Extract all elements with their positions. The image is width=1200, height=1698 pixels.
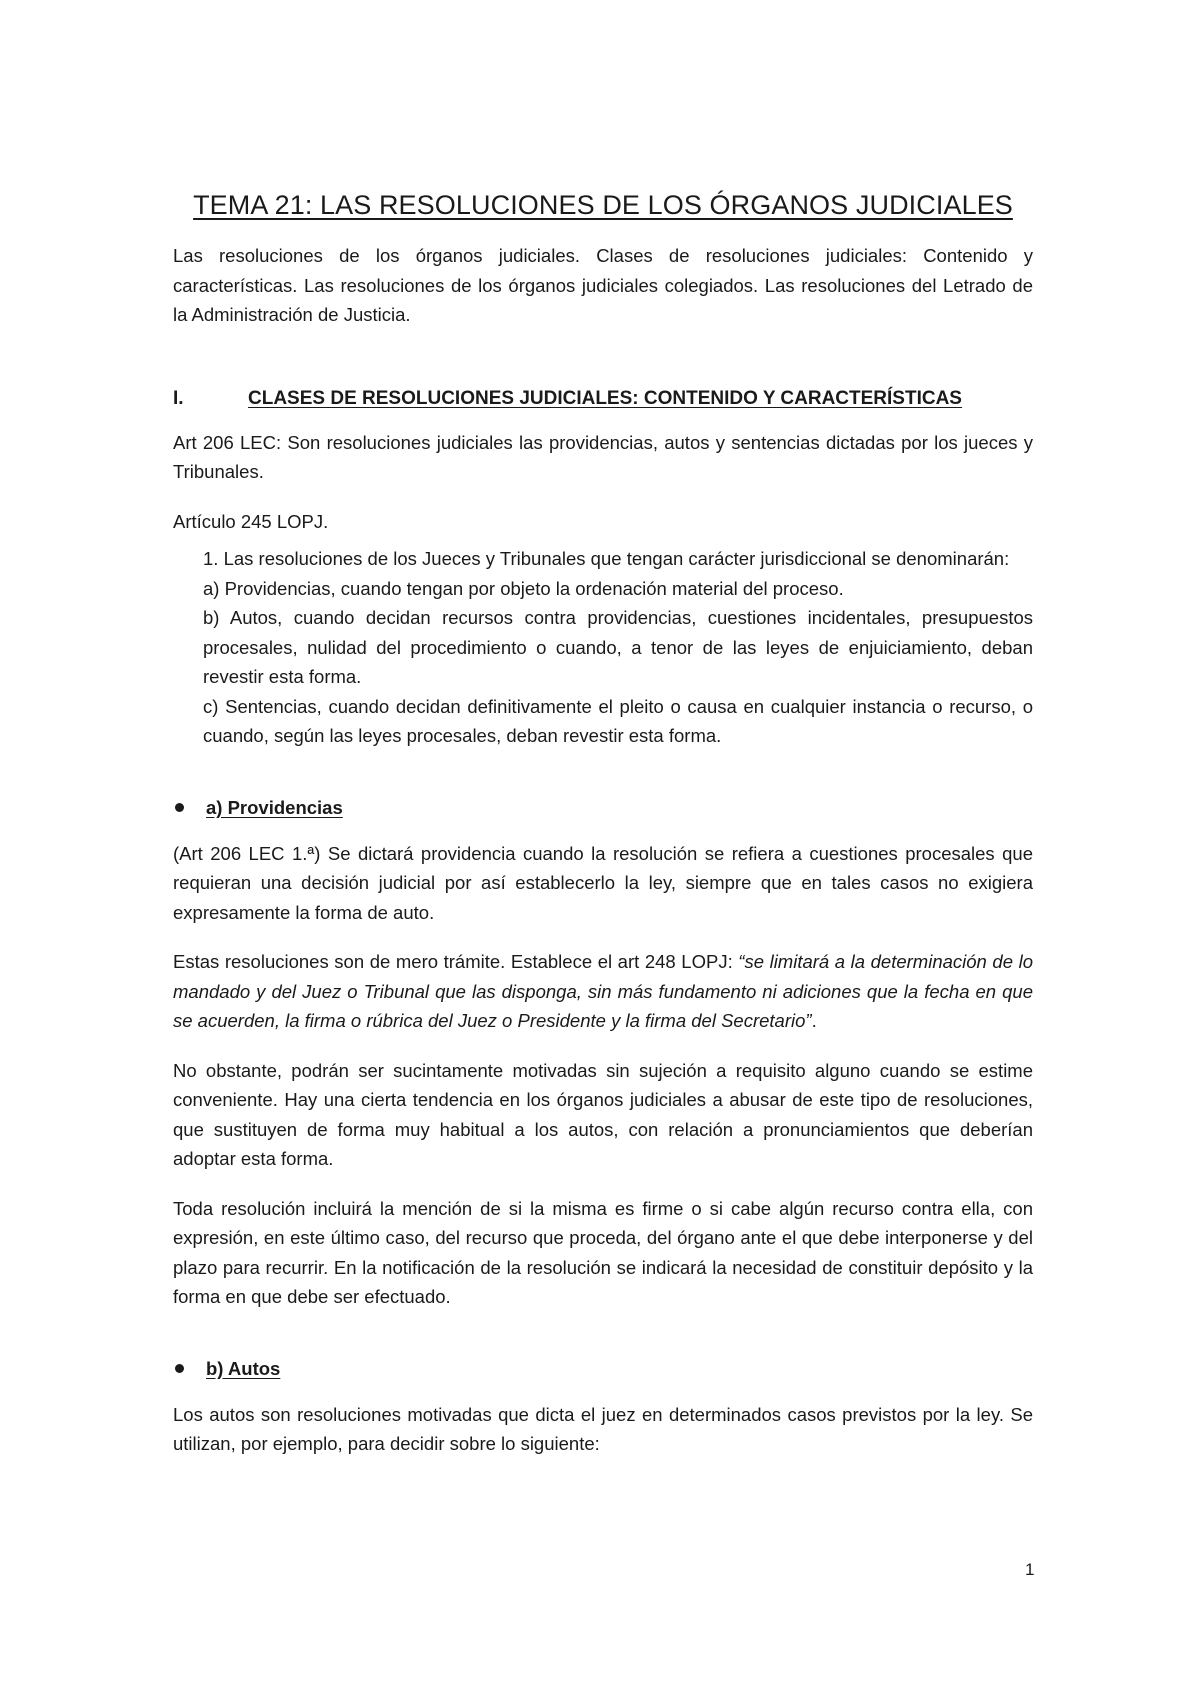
document-body (173, 190, 1033, 1459)
providencias-heading (173, 797, 1033, 819)
quote-text: “se limitará a la determinación de lo mandado y del Juez o Tribunal que las disponga, sin más fundamento ni adiciones que la fecha en que se acuerden, la firma o rúbrica del Juez o Presidente y la firma del Secretario” (173, 951, 1033, 1031)
topic-summary: Las resoluciones de los órganos judiciales. Clases de resoluciones judiciales: Contenido y características. Las resoluciones de los órganos judiciales colegiados. Las resoluciones del Letrado de la Administración de Justicia. (173, 245, 1033, 325)
art-206-paragraph: Art 206 LEC: Son resoluciones judiciales las providencias, autos y sentencias dictadas por los jueces y Tribunales. (173, 431, 1033, 482)
section-title: CLASES DE RESOLUCIONES JUDICIALES: CONTENIDO Y CARACTERÍSTICAS (248, 387, 962, 409)
providencias-paragraph: No obstante, podrán ser sucintamente motivadas sin sujeción a requisito alguno cuando se estime conveniente. Hay una cierta tendencia en los órganos judiciales a abusar de este tipo de resoluciones, que sustituyen de forma muy habitual a los autos, con relación a pronunciamientos que deberían adoptar esta forma. (173, 1059, 1033, 1169)
list-item: 1. Las resoluciones de los Jueces y Tribunales que tengan carácter jurisdiccional se denominarán: (203, 548, 1010, 569)
providencias-quote-paragraph (173, 947, 1033, 1036)
section-number: I. (173, 387, 184, 409)
autos-label: b) Autos (206, 1357, 281, 1379)
providencias-paragraph: Toda resolución incluirá la mención de si la misma es firme o si cabe algún recurso contra ella, con expresión, en este último caso, del recurso que proceda, del órgano ante el que debe interponerse y del plazo para recurrir. En la notificación de la resolución se indicará la necesidad de constituir depósito y la forma en que debe ser efectuado. (173, 1197, 1033, 1307)
autos-heading (173, 1358, 1033, 1380)
autos-paragraph: Los autos son resoluciones motivadas que dicta el juez en determinados casos previstos por la ley. Se utilizan, por ejemplo, para decidir sobre lo siguiente: (173, 1403, 1033, 1454)
section-heading (173, 388, 1033, 410)
bullet-icon (175, 1364, 184, 1373)
art-245-list (203, 544, 1033, 751)
list-item: c) Sentencias, cuando decidan definitivamente el pleito o causa en cualquier instancia o recurso, o cuando, según las leyes procesales, deban revestir esta forma. (203, 695, 1033, 746)
page-number: 1 (1025, 1560, 1035, 1579)
document-title: TEMA 21: LAS RESOLUCIONES DE LOS ÓRGANOS JUDICIALES (193, 190, 1013, 220)
providencias-label: a) Providencias (206, 796, 343, 818)
list-item: a) Providencias, cuando tengan por objeto la ordenación material del proceso. (203, 577, 844, 599)
quote-intro: Estas resoluciones son de mero trámite. Establece el art 248 LOPJ: (173, 951, 739, 972)
quote-end: . (811, 1010, 817, 1031)
art-245-heading: Artículo 245 LOPJ. (173, 510, 329, 532)
list-item: b) Autos, cuando decidan recursos contra providencias, cuestiones incidentales, presupuestos procesales, nulidad del procedimiento o cuando, a tenor de las leyes de enjuiciamiento, deban revestir esta forma. (203, 607, 1033, 687)
providencias-paragraph: (Art 206 LEC 1.ª) Se dictará providencia cuando la resolución se refiera a cuestiones procesales que requieran una decisión judicial por así establecerlo la ley, siempre que en tales casos no exigiera expresamente la forma de auto. (173, 842, 1033, 923)
bullet-icon (175, 803, 184, 812)
